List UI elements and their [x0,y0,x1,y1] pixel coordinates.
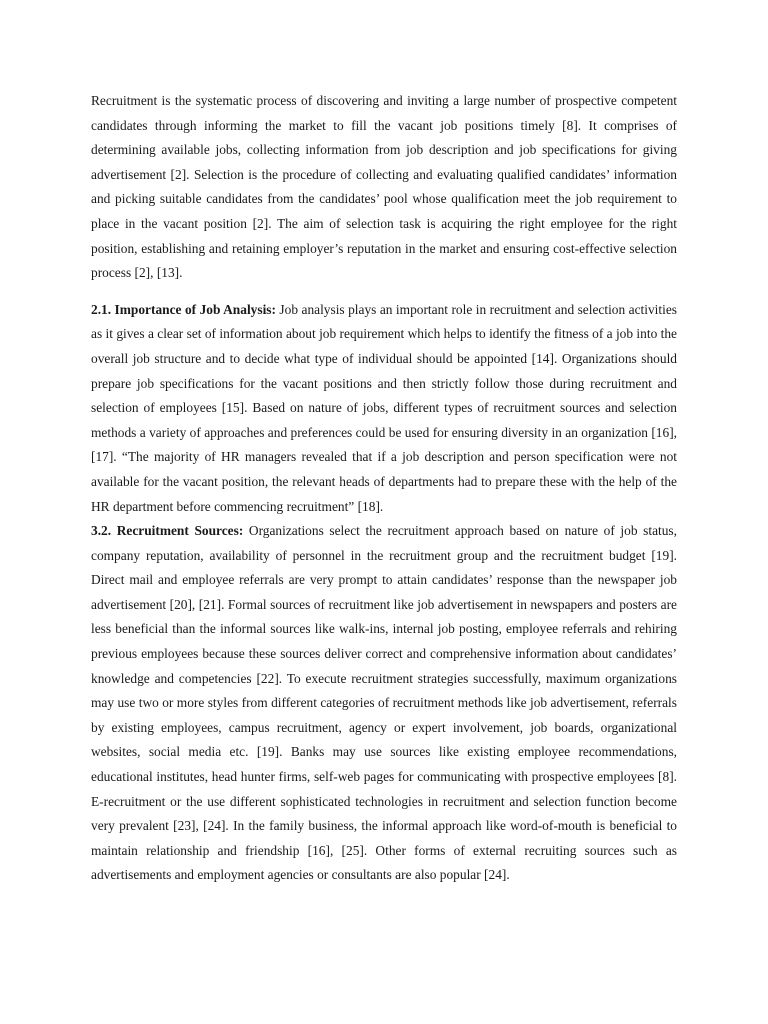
job-analysis-paragraph [91,298,677,519]
recruitment-sources-paragraph [91,519,677,888]
job-analysis-heading: 2.1. Importance of Job Analysis: [91,301,276,317]
recruitment-sources-heading: 3.2. Recruitment Sources: [91,523,244,539]
paragraph-spacer [91,286,677,298]
intro-paragraph: Recruitment is the systematic process of discovering and inviting a large number of prospective competent candidates through informing the market to fill the vacant job positions timely [8]. It comprises of determining available jobs, collecting information from job description and job specifications for giving advertisement [2]. Selection is the procedure of collecting and evaluating qualified candidates’ information and picking suitable candidates from the candidates’ pool whose qualification meet the job requirement to place in the vacant position [2]. The aim of selection task is acquiring the right employee for the right position, establishing and retaining employer’s reputation in the market and ensuring cost-effective selection process [2], [13]. [91,93,677,281]
recruitment-sources-body: Organizations select the recruitment approach based on nature of job status, company reputation, availability of personnel in the recruitment group and the recruitment budget [19]. Direct mail and employee referrals are very prompt to attain candidates’ response than the newspaper job advertisement [20], [21]. Formal sources of recruitment like job advertisement in newspapers and posters are less beneficial than the informal sources like walk-ins, internal job posting, employee referrals and rehiring previous employees because these sources deliver correct and comprehensive information about candidates’ knowledge and competencies [22]. To execute recruitment strategies successfully, maximum organizations may use two or more styles from different categories of recruitment methods like job advertisement, referrals by existing employees, campus recruitment, agency or expert involvement, job boards, organizational websites, social media etc. [19]. Banks may use sources like existing employee recommendations, educational institutes, head hunter firms, self-web pages for communicating with prospective employees [8]. E-recruitment or the use different sophisticated technologies in recruitment and selection function become very prevalent [23], [24]. In the family business, the informal approach like word-of-mouth is beneficial to maintain relationship and friendship [16], [25]. Other forms of external recruiting sources such as advertisements and employment agencies or consultants are also popular [24]. [91,523,677,883]
job-analysis-body: Job analysis plays an important role in recruitment and selection activities as it gives a clear set of information about job requirement which helps to identify the fitness of a job into the overall job structure and to decide what type of individual should be appointed [14]. Organizations should prepare job specifications for the vacant positions and then strictly follow those during recruitment and selection of employees [15]. Based on nature of jobs, different types of recruitment sources and selection methods a variety of approaches and preferences could be used for ensuring diversity in an organization [16], [17]. “The majority of HR managers revealed that if a job description and person specification were not available for the vacant position, the relevant heads of departments had to prepare these with the help of the HR department before commencing recruitment” [18]. [91,301,677,514]
document-page [91,89,677,888]
